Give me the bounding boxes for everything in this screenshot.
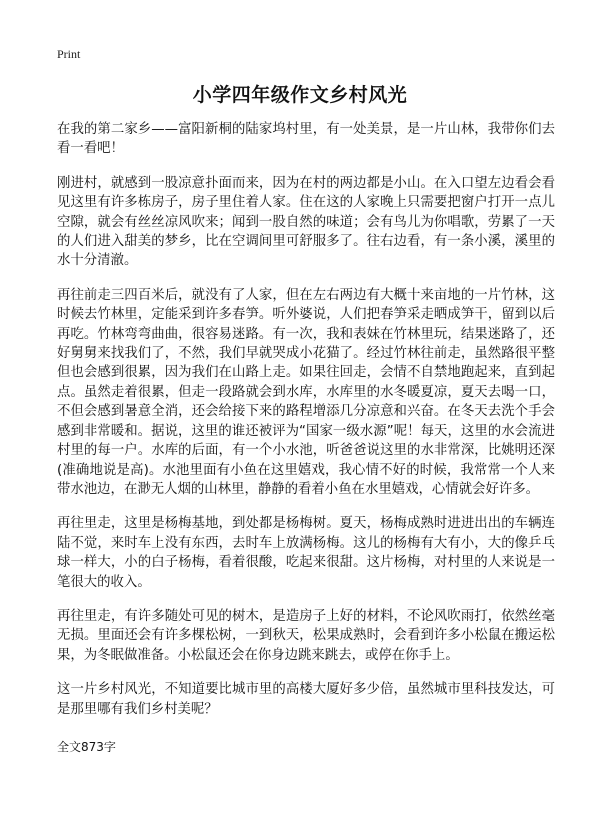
word-count: 全文873字 bbox=[57, 739, 116, 754]
article-paragraph: 再往里走，有许多随处可见的树木，是造房子上好的材料，不论风吹雨打，依然丝毫无损。里面还会有许多棵松树，一到秋天，松果成熟时，会看到许多小松鼠在搬运松果，为冬眠做准备。小松鼠还会在你身边跳来跳去，或停在你手上。 bbox=[57, 608, 555, 663]
article-paragraph: 再往前走三四百米后，就没有了人家，但在左右两边有大概十来亩地的一片竹林，这时候去竹林里，定能采到许多春笋。听外婆说，人们把春笋采走晒成笋干，留到以后再吃。竹林弯弯曲曲，很容易迷路。有一次，我和表妹在竹林里玩，结果迷路了，还好舅舅来找我们了，不然，我们早就哭成小花猫了。经过竹林往前走，虽然路很平整但也会感到很累，因为我们在山路上走。如果往回走，会情不自禁地跑起来，直到起点。虽然走着很累，但走一段路就会到水库，水库里的水冬暖夏凉，夏天去喝一口，不但会感到暑意全消，还会给接下来的路程增添几分凉意和兴奋。在冬天去洗个手会感到非常暖和。据说，这里的谁还被评为“国家一级水源”呢！每天，这里的水会流进村里的每一户。水库的后面，有一个小水池，听爸爸说这里的水非常深，比姚明还深(准确地说是高)。水池里面有小鱼在这里嬉戏，我心情不好的时候，我常常一个人来带水池边，在渺无人烟的山林里，静静的看着小鱼在水里嬉戏，心情就会好许多。 bbox=[57, 287, 555, 497]
article-title: 小学四年级作文乡村风光 bbox=[192, 84, 408, 106]
article-paragraph: 刚进村，就感到一股凉意扑面而来，因为在村的两边都是小山。在入口望左边看会看见这里有许多栋房子，房子里住着人家。住在这的人家晚上只需要把窗户打开一点儿空隙，就会有丝丝凉风吹来；闻到一股自然的味道；会有鸟儿为你唱歌，劳累了一天的人们进入甜美的梦乡，比在空调间里可舒服多了。往右边看，有一条小溪，溪里的水十分清澈。 bbox=[57, 175, 555, 269]
article-paragraph: 在我的第二家乡——富阳新桐的陆家坞村里，有一处美景，是一片山林，我带你们去看一看吧！ bbox=[57, 122, 555, 157]
print-link[interactable]: Print bbox=[57, 47, 81, 61]
article-body bbox=[57, 120, 555, 755]
article-paragraph: 这一片乡村风光，不知道要比城市里的高楼大厦好多少倍，虽然城市里科技发达，可是那里哪有我们乡村美呢？ bbox=[57, 682, 555, 717]
article-paragraph: 再往里走，这里是杨梅基地，到处都是杨梅树。夏天，杨梅成熟时进进出出的车辆连陆不觉，来时车上没有东西，去时车上放满杨梅。这儿的杨梅有大有小，大的像乒乓球一样大，小的白子杨梅，看着很酸，吃起来很甜。这片杨梅，对村里的人来说是一笔很大的收入。 bbox=[57, 516, 555, 590]
